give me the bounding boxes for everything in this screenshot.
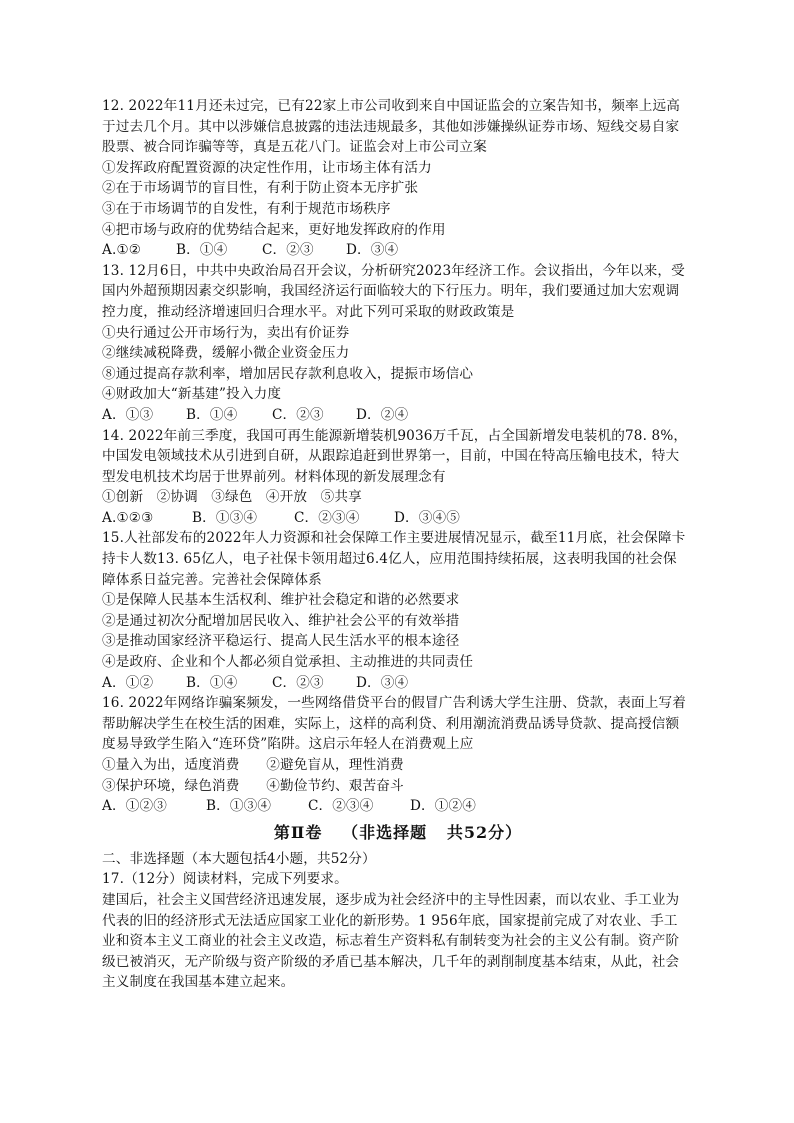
option-c: C．②③④ bbox=[308, 798, 374, 815]
option-b: B．①④ bbox=[186, 674, 238, 691]
section-2-heading: 二、非选择题（本大题包括4小题，共52分） bbox=[102, 850, 376, 867]
option-a: A.①② bbox=[102, 242, 142, 259]
question-12-statement-4: ④把市场与政府的优势结合起来，更好地发挥政府的作用 bbox=[102, 221, 446, 238]
question-15-statement-4: ④是政府、企业和个人都必须自觉承担、主动推进的共同责任 bbox=[102, 654, 474, 671]
question-12-statement-3: ③在于市场调节的自发性，有利于规范市场秩序 bbox=[102, 200, 391, 217]
option-a: A．①② bbox=[102, 674, 154, 691]
option-a: A．①②③ bbox=[102, 798, 167, 815]
option-d: D．③④ bbox=[356, 674, 409, 691]
question-16-stem-line-1: 16. 2022年网络诈骗案频发，一些网络借贷平台的假冒广告利诱大学生注册、贷款，表面上写着 bbox=[102, 695, 686, 712]
question-17-material-line-1: 建国后，社会主义国营经济迅速发展，逐步成为社会经济中的主导性因素，而以农业、手工业为 bbox=[102, 891, 680, 908]
question-14-stem-line-2: 中国发电领域技术从引进到自研，从跟踪追赶到世界第一，目前，中国在特高压输电技术，特大 bbox=[102, 448, 680, 465]
question-16-stem-line-2: 帮助解决学生在校生活的困难，实际上，这样的高利贷、利用潮流消费品诱导贷款、提高授信额 bbox=[102, 715, 680, 732]
option-c: C．②③ bbox=[272, 406, 324, 423]
option-b: B．①④ bbox=[186, 406, 238, 423]
question-13-statement-2: ②继续减税降费，缓解小微企业资金压力 bbox=[102, 345, 350, 362]
option-d: D．③④⑤ bbox=[394, 509, 461, 526]
option-b: B．①④ bbox=[176, 242, 228, 259]
option-d: D．③④ bbox=[346, 242, 399, 259]
question-15-stem-line-2: 持卡人数13. 65亿人，电子社保卡领用超过6.4亿人，应用范围持续拓展，这表明我国的社会保 bbox=[102, 551, 677, 568]
question-12-statement-2: ②在于市场调节的盲目性，有利于防止资本无序扩张 bbox=[102, 180, 419, 197]
option-b: B．①③④ bbox=[192, 509, 258, 526]
question-13-statement-3: ⑧通过提高存款利率，增加居民存款利息收入，提振市场信心 bbox=[102, 365, 474, 382]
question-12-options bbox=[102, 240, 694, 261]
question-15-statement-1: ①是保障人民基本生活权利、维护社会稳定和谐的必然要求 bbox=[102, 592, 460, 609]
question-13-statement-1: ①央行通过公开市场行为，卖出有价证券 bbox=[102, 324, 350, 341]
question-15-stem-line-1: 15.人社部发布的2022年人力资源和社会保障工作主要进展情况显示，截至11月底，社会保障卡 bbox=[102, 530, 686, 547]
question-13 bbox=[102, 261, 694, 426]
question-14-options bbox=[102, 508, 694, 529]
question-12-statement-1: ①发挥政府配置资源的决定性作用，让市场主体有活力 bbox=[102, 159, 432, 176]
question-13-options bbox=[102, 405, 694, 426]
option-a: A.①②③ bbox=[102, 509, 154, 526]
option-c: C．②③ bbox=[262, 242, 314, 259]
question-16-statements-row-2: ③保护环境，绿色消费 ④勤俭节约、艰苦奋斗 bbox=[102, 777, 404, 794]
question-14 bbox=[102, 426, 694, 529]
question-12-stem-line-1: 12. 2022年11月还未过完，已有22家上市公司收到来自中国证监会的立案告知书，频率上远高 bbox=[102, 98, 680, 114]
section-2-title: 第Ⅱ卷 （非选择题 共52分） bbox=[273, 822, 523, 842]
question-13-stem-line-1: 13. 12月6日，中共中央政治局召开会议，分析研究2023年经济工作。会议指出，今年以来，受 bbox=[102, 262, 685, 279]
question-13-stem-line-2: 国内外超预期因素交织影响，我国经济运行面临较大的下行压力。明年，我们要通过加大宏观调 bbox=[102, 283, 680, 300]
option-c: C．②③④ bbox=[294, 509, 360, 526]
question-13-stem-line-3: 控力度，推动经济增速回归合理水平。对此下列可采取的财政政策是 bbox=[102, 303, 515, 320]
question-14-stem-line-3: 型发电机技术均居于世界前列。材料体现的新发展理念有 bbox=[102, 468, 446, 485]
question-17-material-line-2: 代表的旧的经济形式无法适应国家工业化的新形势。1 956年底，国家提前完成了对农业、手工 bbox=[102, 912, 678, 929]
option-c: C．②③ bbox=[272, 674, 324, 691]
question-12-stem-line-2: 于过去几个月。其中以涉嫌信息披露的违法违规最多，其他如涉嫌操纵证券市场、短线交易自家 bbox=[102, 118, 680, 135]
question-15-options bbox=[102, 673, 694, 694]
option-b: B．①③④ bbox=[206, 798, 272, 815]
question-14-concepts: ①创新 ②协调 ③绿色 ④开放 ⑤共享 bbox=[102, 489, 362, 506]
question-12-stem-line-3: 股票、被合同诈骗等等，真是五花八门。证监会对上市公司立案 bbox=[102, 139, 487, 156]
question-15-statement-2: ②是通过初次分配增加居民收入、维护社会公平的有效举措 bbox=[102, 612, 460, 629]
question-15-stem-line-3: 障体系日益完善。完善社会保障体系 bbox=[102, 571, 322, 588]
question-14-stem-line-1: 14. 2022年前三季度，我国可再生能源新增装机9036万千瓦，占全国新增发电装机的78. 8%， bbox=[102, 427, 688, 444]
question-17-material-line-5: 主义制度在我国基本建立起来。 bbox=[102, 974, 295, 991]
question-17 bbox=[102, 869, 694, 993]
exam-page bbox=[102, 96, 694, 993]
question-15-statement-3: ③是推动国家经济平稳运行、提高人民生活水平的根本途径 bbox=[102, 633, 460, 650]
question-16-statements-row-1: ①量入为出，适度消费 ②避免盲从，理性消费 bbox=[102, 757, 404, 773]
question-17-prompt: 17.（12分）阅读材料，完成下列要求。 bbox=[102, 871, 348, 888]
question-15 bbox=[102, 528, 694, 693]
option-a: A．①③ bbox=[102, 406, 154, 423]
question-17-material-line-4: 级已被消灭，无产阶级与资产阶级的矛盾已基本解决，几千年的剥削制度基本结束，从此，社会 bbox=[102, 953, 680, 970]
option-d: D．①②④ bbox=[410, 798, 477, 815]
question-16-options bbox=[102, 796, 694, 817]
question-16 bbox=[102, 693, 694, 817]
question-16-stem-line-3: 度易导致学生陷入“连环贷”陷阱。这启示年轻人在消费观上应 bbox=[102, 736, 474, 753]
question-13-statement-4: ④财政加大“新基建”投入力度 bbox=[102, 386, 282, 403]
question-12 bbox=[102, 96, 694, 261]
option-d: D．②④ bbox=[356, 406, 409, 423]
question-17-material-line-3: 业和资本主义工商业的社会主义改造，标志着生产资料私有制转变为社会的主义公有制。资产阶 bbox=[102, 933, 680, 950]
